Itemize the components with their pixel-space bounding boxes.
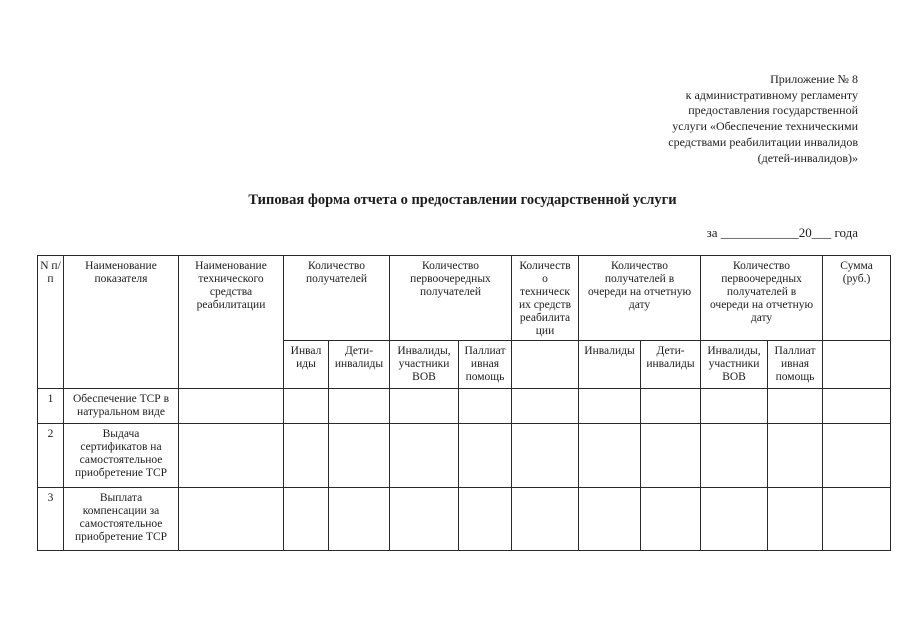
table-row [38,389,891,424]
empty-cell [284,488,329,551]
header-indicator: Наименование показателя [64,256,179,389]
header-priority-recipients: Количество первоочередных получателей [390,256,512,341]
empty-cell [390,389,459,424]
empty-cell [390,424,459,488]
empty-cell [579,488,641,551]
document-title: Типовая форма отчета о предоставлении государственной услуги [248,192,677,208]
empty-cell [701,424,768,488]
empty-cell [459,424,512,488]
empty-cell [768,389,823,424]
empty-cell [641,389,701,424]
empty-cell [823,341,891,389]
subheader-ww2-veterans: Инвалиды, участники ВОВ [390,341,459,389]
empty-cell [641,488,701,551]
empty-cell [579,424,641,488]
row-number: 1 [38,389,64,424]
empty-cell [823,424,891,488]
subheader-disabled-children: Дети-инвалиды [329,341,390,389]
row-number: 2 [38,424,64,488]
annex-line: услуги «Обеспечение техническими [672,119,858,134]
report-table [37,255,891,551]
row-indicator: Выплата компенсации за самостоятельное приобретение ТСР [64,488,179,551]
empty-cell [390,488,459,551]
row-indicator: Обеспечение ТСР в натуральном виде [64,389,179,424]
empty-cell [512,488,579,551]
empty-cell [329,424,390,488]
annex-line: Приложение № 8 [770,72,858,86]
annex-line: к административному регламенту [685,87,858,102]
empty-cell [179,424,284,488]
empty-cell [768,488,823,551]
empty-cell [641,424,701,488]
empty-cell [701,488,768,551]
table-row [38,488,891,551]
empty-cell [512,341,579,389]
empty-cell [284,389,329,424]
subheader-palliative: Паллиативная помощь [459,341,512,389]
empty-cell [512,389,579,424]
empty-cell [823,389,891,424]
empty-cell [459,488,512,551]
header-priority-queue: Количество первоочередных получателей в очереди на отчетную дату [701,256,823,341]
header-recipients: Количество получателей [284,256,390,341]
header-num: N п/п [38,256,64,389]
subheader-disabled: Инвалиды [284,341,329,389]
empty-cell [512,424,579,488]
empty-cell [579,389,641,424]
empty-cell [701,389,768,424]
empty-cell [329,389,390,424]
row-indicator: Выдача сертификатов на самостоятельное приобретение ТСР [64,424,179,488]
empty-cell [329,488,390,551]
subheader-queue-ww2-veterans: Инвалиды, участники ВОВ [701,341,768,389]
report-period: за ____________20___ года [706,225,858,240]
empty-cell [179,488,284,551]
empty-cell [459,389,512,424]
empty-cell [768,424,823,488]
annex-line: предоставления государственной [688,103,858,118]
empty-cell [179,389,284,424]
header-tsr-count: Количество технических средств реабилитации [512,256,579,341]
empty-cell [284,424,329,488]
empty-cell [823,488,891,551]
subheader-queue-disabled-children: Дети-инвалиды [641,341,701,389]
annex-line: (детей-инвалидов)» [757,150,858,165]
annex-line: средствами реабилитации инвалидов [668,134,858,149]
header-queue: Количество получателей в очереди на отчетную дату [579,256,701,341]
subheader-queue-palliative: Паллиативная помощь [768,341,823,389]
subheader-queue-disabled: Инвалиды [579,341,641,389]
row-number: 3 [38,488,64,551]
table-row [38,424,891,488]
annex-header [668,72,858,166]
header-sum: Сумма (руб.) [823,256,891,341]
header-row [38,256,891,341]
header-tsr-name: Наименование технического средства реабилитации [179,256,284,389]
